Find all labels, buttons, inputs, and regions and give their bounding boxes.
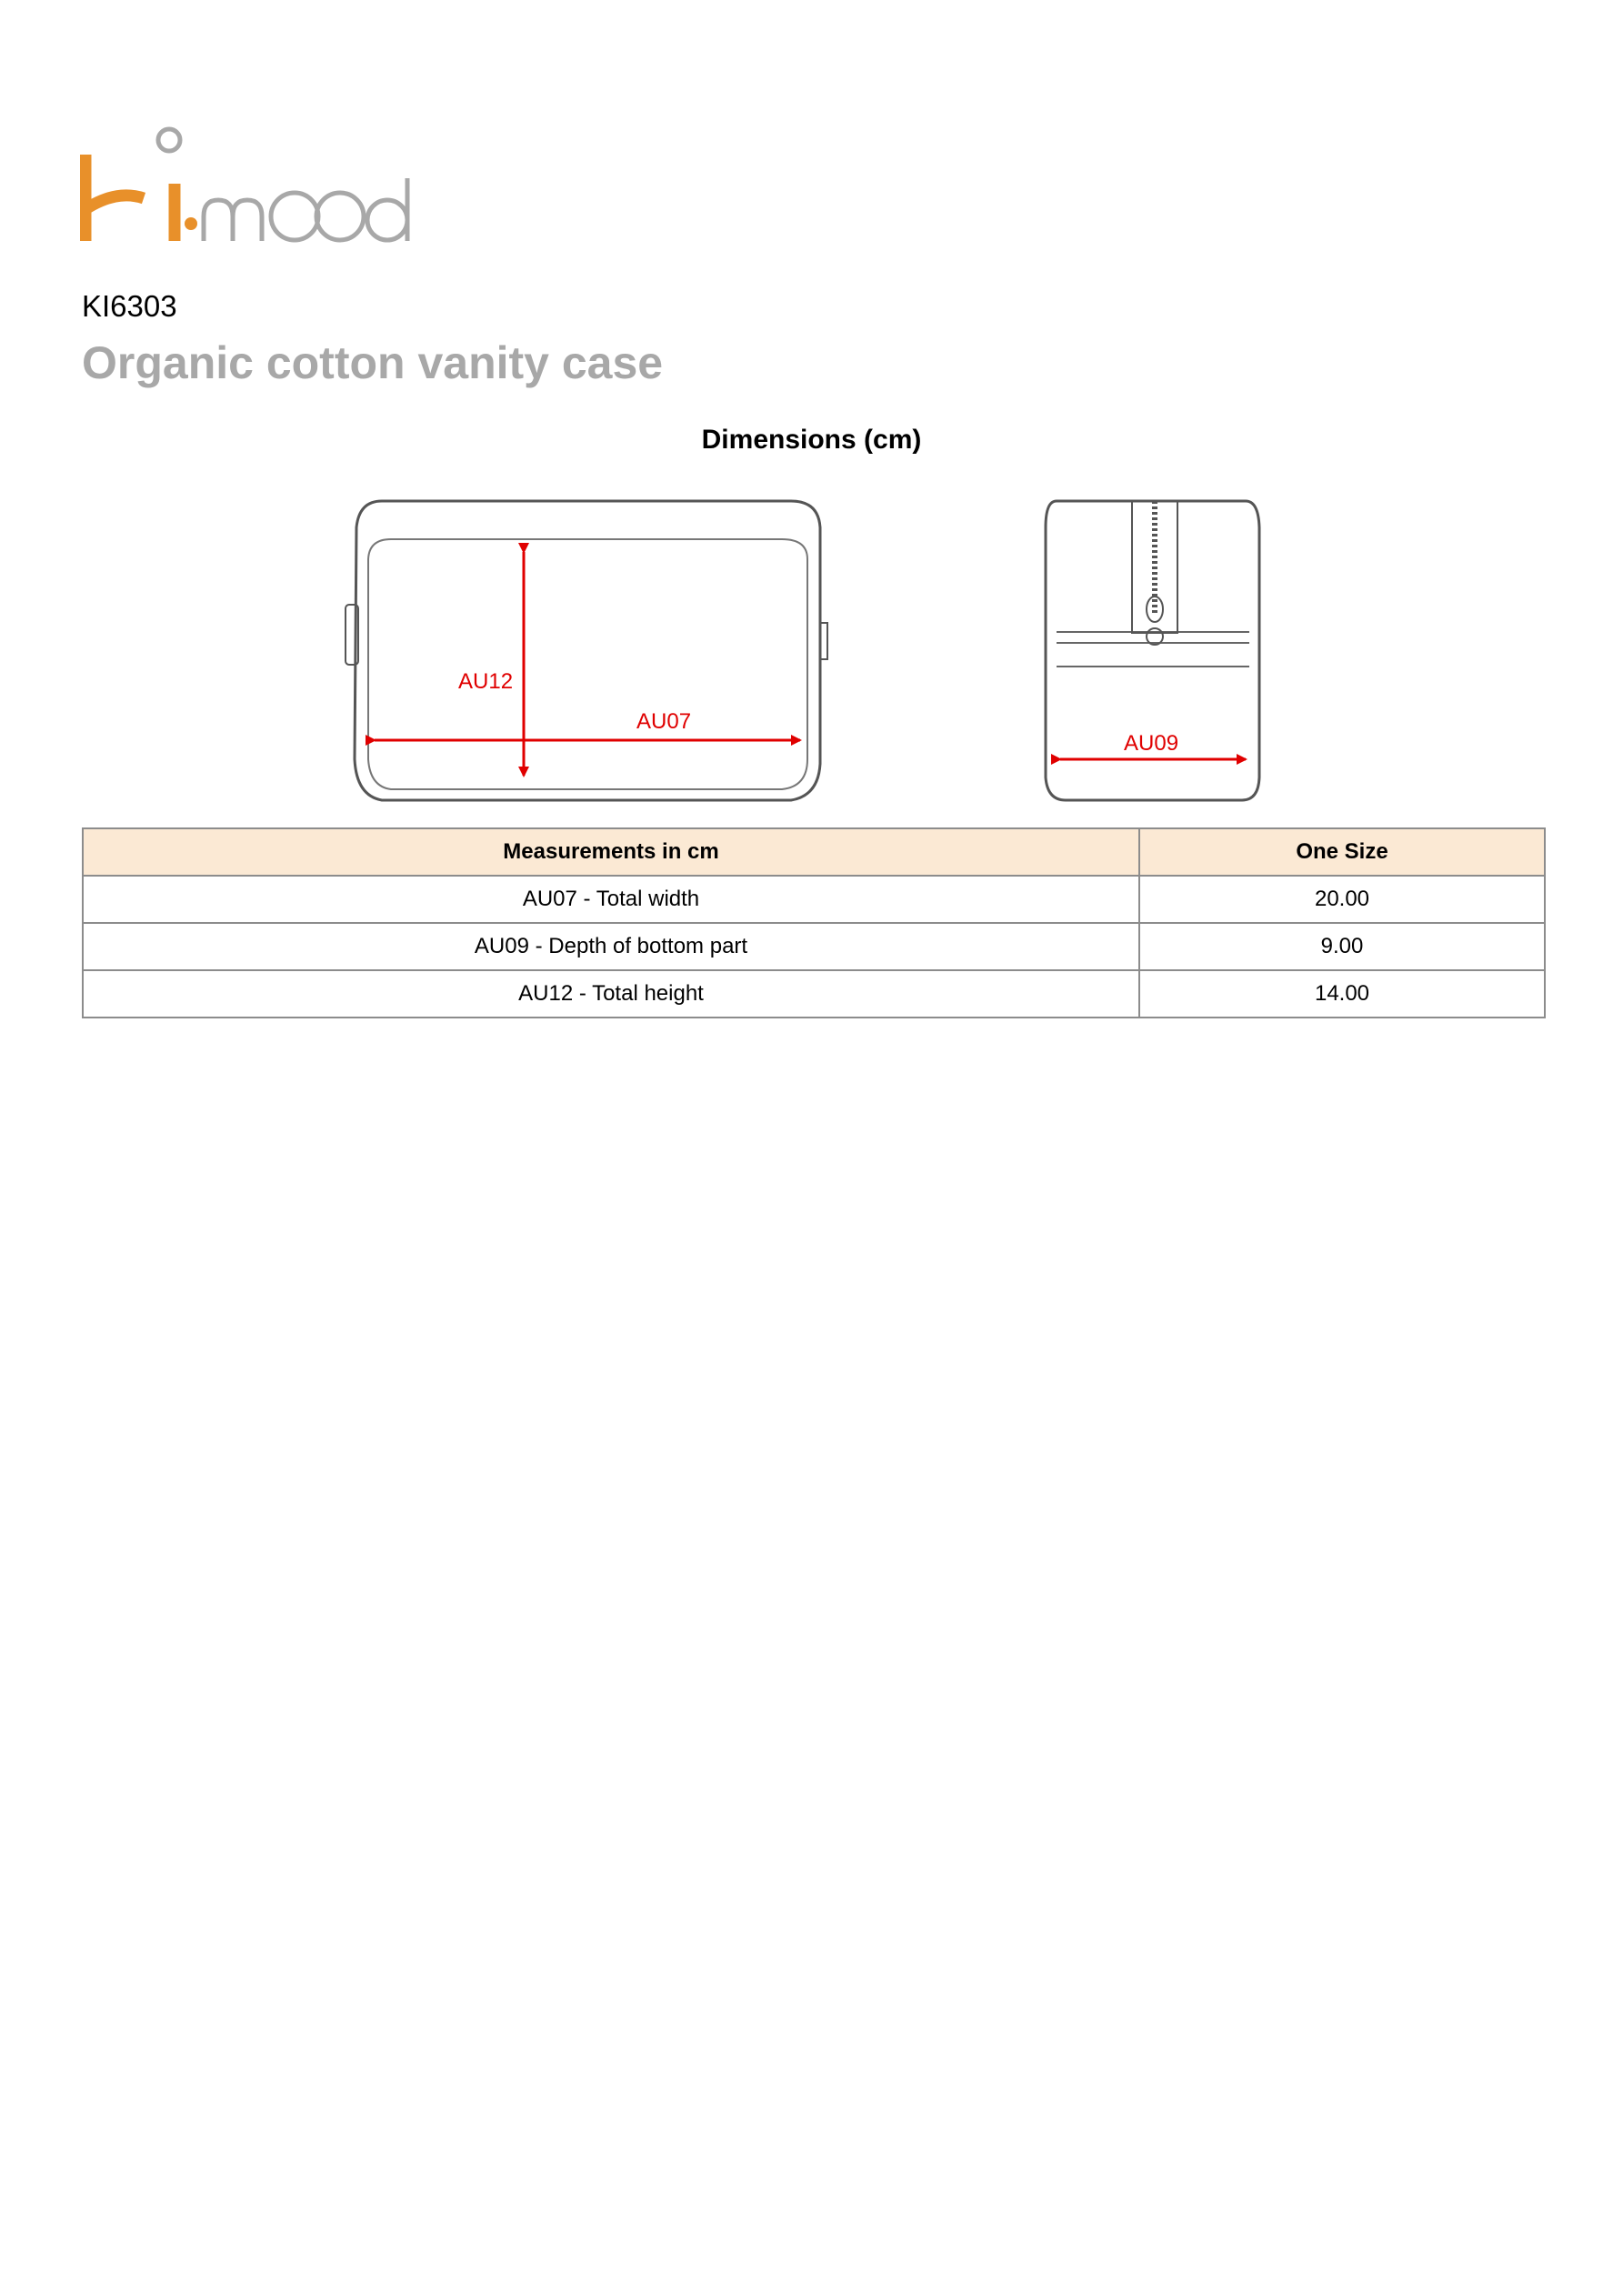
measure-value: 9.00 <box>1139 923 1545 970</box>
side-view <box>1046 501 1259 800</box>
dimensions-title: Dimensions (cm) <box>701 425 922 455</box>
dimensions-drawing <box>0 486 1623 818</box>
label-au12: AU12 <box>458 669 514 694</box>
measure-name: AU09 - Depth of bottom part <box>83 923 1139 970</box>
measure-value: 14.00 <box>1139 970 1545 1018</box>
measure-name: AU12 - Total height <box>83 970 1139 1018</box>
product-name: Organic cotton vanity case <box>82 337 664 388</box>
product-code: KI6303 <box>82 289 177 323</box>
table-header-row <box>83 828 1545 876</box>
table-row <box>83 923 1545 970</box>
table-row <box>83 970 1545 1018</box>
header-one-size: One Size <box>1139 828 1545 876</box>
measure-value: 20.00 <box>1139 876 1545 923</box>
label-au07: AU07 <box>636 709 692 734</box>
front-view <box>346 501 827 800</box>
ki-mood-logo <box>80 118 426 255</box>
measure-name: AU07 - Total width <box>83 876 1139 923</box>
measurements-table <box>82 827 1546 1018</box>
header-measurements: Measurements in cm <box>83 828 1139 876</box>
table-row <box>83 876 1545 923</box>
label-au09: AU09 <box>1124 731 1179 756</box>
